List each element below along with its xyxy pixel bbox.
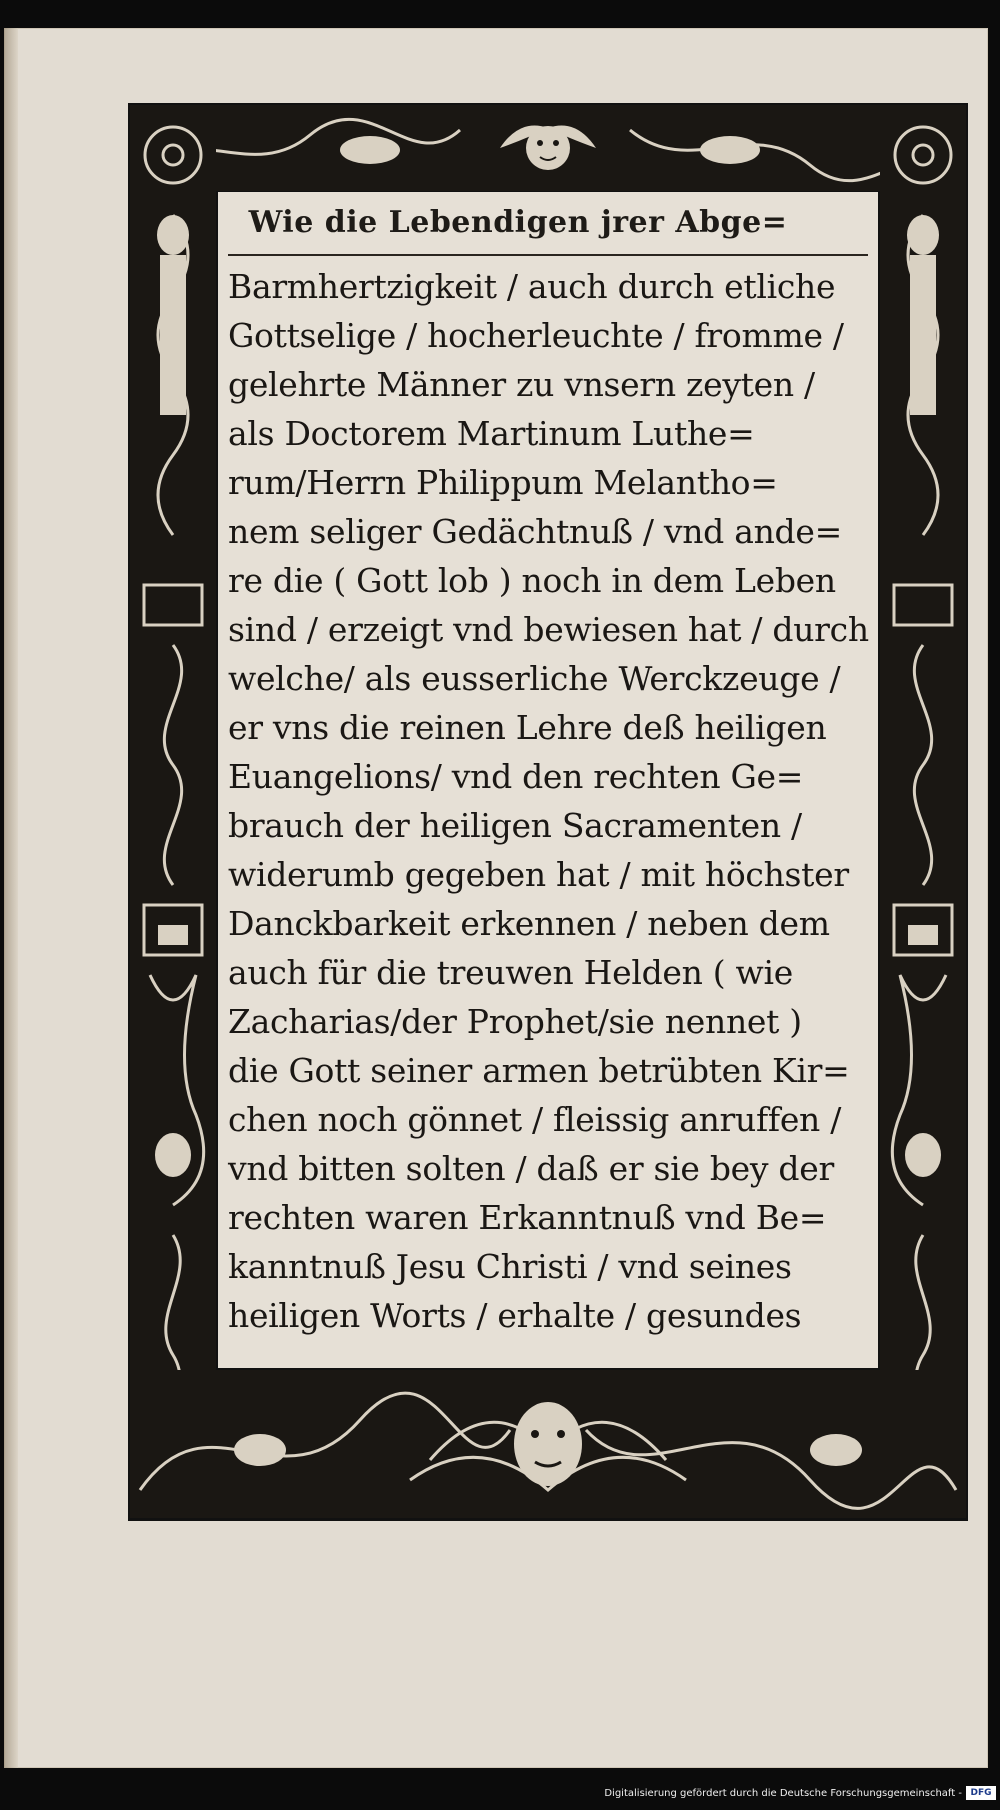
text-line: Barmhertzigkeit / auch durch etliche: [228, 267, 836, 306]
text-line: Euangelions/ vnd den rechten Ge=: [228, 757, 804, 796]
text-line: Zacharias/der Prophet/sie nennet ): [228, 1002, 802, 1041]
dfg-logo: DFG: [966, 1786, 996, 1800]
text-line: Danckbarkeit erkennen / neben dem: [228, 904, 830, 943]
text-line: chen noch gönnet / fleissig anruffen /: [228, 1100, 842, 1139]
body-text: [228, 262, 878, 1340]
text-line: widerumb gegeben hat / mit höchster: [228, 855, 849, 894]
text-line: vnd bitten solten / daß er sie bey der: [228, 1149, 834, 1188]
text-line: als Doctorem Martinum Luthe=: [228, 414, 755, 453]
running-head: Wie die Lebendigen jrer Abge=: [248, 205, 788, 240]
text-line: kanntnuß Jesu Christi / vnd seines: [228, 1247, 792, 1286]
woodcut-left-border: [130, 105, 216, 1518]
page-edge-shadow: [4, 28, 18, 1768]
header-rule: [228, 254, 868, 256]
text-line: brauch der heiligen Sacramenten /: [228, 806, 802, 845]
text-line: gelehrte Männer zu vnsern zeyten /: [228, 365, 815, 404]
digitization-credit: Digitalisierung gefördert durch die Deutsche Forschungsgemeinschaft -: [604, 1788, 962, 1799]
text-line: Gottselige / hocherleuchte / fromme /: [228, 316, 844, 355]
text-line: heiligen Worts / erhalte / gesundes: [228, 1296, 802, 1335]
text-line: rechten waren Erkanntnuß vnd Be=: [228, 1198, 827, 1237]
woodcut-top-border: [130, 105, 966, 191]
text-line: sind / erzeigt vnd bewiesen hat / durch: [228, 610, 869, 649]
woodcut-bottom-border: [130, 1370, 966, 1518]
text-line: auch für die treuwen Helden ( wie: [228, 953, 793, 992]
text-line: er vns die reinen Lehre deß heiligen: [228, 708, 827, 747]
text-line: welche/ als eusserliche Werckzeuge /: [228, 659, 841, 698]
text-line: re die ( Gott lob ) noch in dem Leben: [228, 561, 836, 600]
text-line: nem seliger Gedächtnuß / vnd ande=: [228, 512, 842, 551]
text-line: die Gott seiner armen betrübten Kir=: [228, 1051, 850, 1090]
text-line: rum/Herrn Philippum Melantho=: [228, 463, 778, 502]
woodcut-right-border: [880, 105, 966, 1518]
